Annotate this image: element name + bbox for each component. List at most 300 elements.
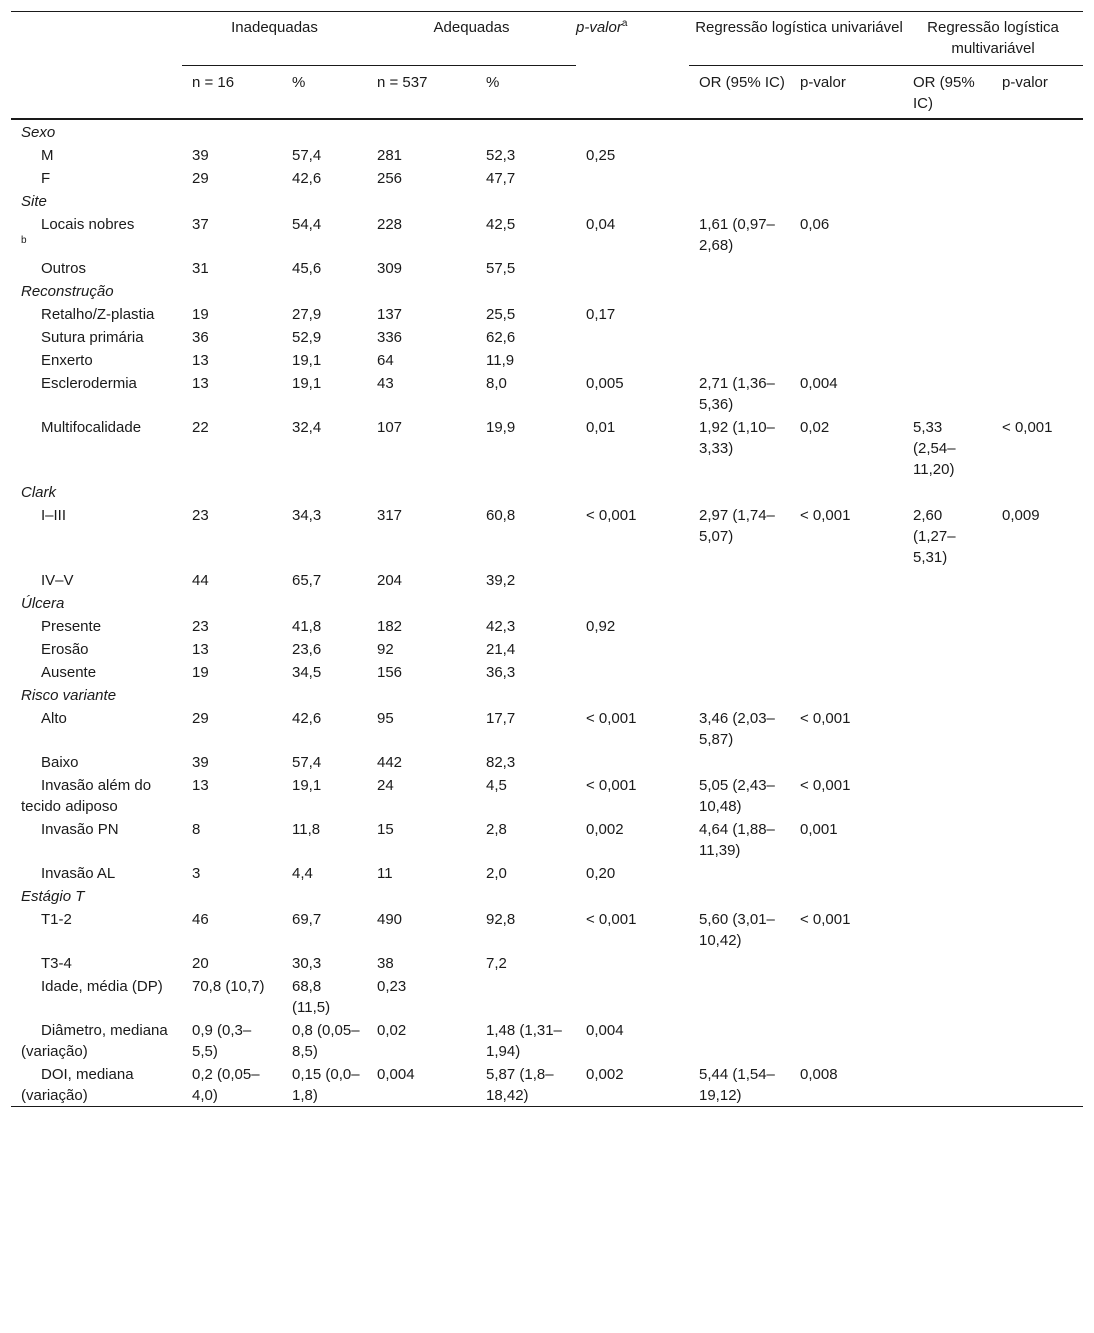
cell-pct-inad: 27,9 [292, 305, 322, 323]
cell-or-univ: 5,44 (1,54–19,12) [689, 1062, 790, 1107]
table-row [11, 568, 1083, 591]
header-n-inad: n = 16 [182, 66, 282, 119]
cell-pct-inad: 32,4 [292, 418, 322, 436]
cell-or-univ: 2,97 (1,74–5,07) [699, 506, 775, 545]
cell-pct-inad: 30,3 [292, 954, 322, 972]
cell-p-multi [992, 371, 1083, 415]
cell-or-multi [903, 907, 992, 951]
cell-p-univ [790, 166, 903, 189]
cell-p-multi [992, 614, 1083, 637]
cell-pct-inad: 57,4 [292, 146, 322, 164]
cell-or-univ: 3,46 (2,03–5,87) [699, 709, 775, 748]
row-label [11, 861, 182, 884]
cell-pct-inad: 68,8 (11,5) [292, 977, 331, 1016]
row-label [11, 773, 182, 817]
row-label [11, 907, 182, 951]
cell-p-univ [790, 861, 903, 884]
table-row [11, 907, 1083, 951]
cell-pct-adeq: 11,9 [486, 351, 515, 369]
cell-p-valor: < 0,001 [586, 910, 637, 928]
cell-n-adeq: 24 [377, 776, 394, 794]
row-label-text: Baixo [41, 753, 79, 771]
cell-pct-adeq: 8,0 [486, 374, 507, 392]
table-row [11, 166, 1083, 189]
cell-pct-inad: 0,15 (0,0–1,8) [282, 1062, 367, 1107]
row-label [11, 660, 182, 683]
row-label [11, 637, 182, 660]
cell-n-adeq: 442 [377, 753, 403, 771]
row-label-text: Invasão AL [41, 864, 116, 882]
cell-or-univ: 5,60 (3,01–10,42) [699, 910, 775, 949]
cell-p-univ [790, 302, 903, 325]
cell-or-univ [689, 143, 790, 166]
cell-pct-adeq: 82,3 [486, 753, 516, 771]
cell-p-valor: 0,002 [576, 1062, 689, 1107]
cell-n-adeq: 228 [377, 215, 403, 233]
row-label [11, 302, 182, 325]
cell-p-univ: 0,008 [790, 1062, 903, 1107]
cell-pct-inad: 19,1 [292, 351, 322, 369]
table-row [11, 302, 1083, 325]
cell-n-adeq: 336 [377, 328, 403, 346]
table-row [11, 951, 1083, 974]
cell-or-multi [903, 660, 992, 683]
cell-n-inad: 19 [192, 305, 209, 323]
footnote-marker: b [21, 234, 27, 246]
table-row [11, 660, 1083, 683]
cell-p-univ [790, 325, 903, 348]
cell-p-univ [790, 143, 903, 166]
header-univariavel: Regressão logística univariável [695, 19, 903, 36]
row-label [11, 348, 182, 371]
cell-p-multi [992, 637, 1083, 660]
cell-n-adeq: 309 [377, 259, 403, 277]
table-row [11, 637, 1083, 660]
cell-pct-inad: 19,1 [292, 374, 322, 392]
data-table [11, 11, 1083, 1107]
category-row [11, 279, 1083, 302]
cell-or-multi [903, 1018, 992, 1062]
cell-or-univ [689, 325, 790, 348]
cell-pct-inad: 11,8 [292, 820, 321, 838]
header-pct-inad: % [282, 66, 367, 119]
cell-n-inad: 23 [192, 506, 209, 524]
cell-n-inad: 39 [192, 146, 209, 164]
cell-or-multi [903, 166, 992, 189]
cell-p-multi [992, 974, 1083, 1018]
cell-or-multi [903, 974, 992, 1018]
header-pct-adeq: % [476, 66, 576, 119]
cell-p-valor: 0,20 [586, 864, 616, 882]
row-label-text: Locais nobres [41, 215, 135, 233]
cell-n-inad: 29 [192, 709, 209, 727]
cell-or-univ: 1,61 (0,97–2,68) [699, 215, 775, 254]
cell-n-inad: 20 [192, 954, 209, 972]
cell-pct-inad: 57,4 [292, 753, 322, 771]
category-label: Site [21, 192, 47, 210]
row-label-text: I–III [41, 506, 67, 524]
cell-p-valor: < 0,001 [586, 506, 637, 524]
cell-or-univ [689, 166, 790, 189]
cell-p-multi [992, 1062, 1083, 1107]
cell-pct-adeq: 52,3 [486, 146, 516, 164]
cell-pct-inad: 65,7 [292, 571, 322, 589]
cell-or-multi [903, 371, 992, 415]
row-label [11, 614, 182, 637]
table-row [11, 1018, 1083, 1062]
cell-p-multi [992, 706, 1083, 750]
cell-or-multi [903, 861, 992, 884]
cell-n-inad: 70,8 (10,7) [192, 977, 265, 995]
cell-n-inad: 8 [192, 820, 201, 838]
cell-p-univ [790, 1018, 903, 1062]
cell-p-multi [992, 1018, 1083, 1062]
cell-pct-adeq: 62,6 [486, 328, 516, 346]
cell-p-valor: 0,01 [586, 418, 616, 436]
cell-pct-adeq: 5,87 (1,8–18,42) [476, 1062, 576, 1107]
cell-p-univ [790, 348, 903, 371]
table-row [11, 143, 1083, 166]
cell-p-univ: < 0,001 [800, 776, 851, 794]
cell-pct-adeq: 19,9 [486, 418, 516, 436]
row-label [11, 1018, 182, 1062]
cell-p-valor [576, 568, 689, 591]
cell-n-inad: 23 [192, 617, 209, 635]
row-label-text: T3-4 [41, 954, 72, 972]
cell-pct-adeq: 92,8 [486, 910, 516, 928]
cell-pct-inad: 0,8 (0,05–8,5) [292, 1021, 360, 1060]
cell-pct-adeq: 47,7 [486, 169, 516, 187]
table-row [11, 750, 1083, 773]
cell-n-inad: 13 [192, 351, 209, 369]
row-label [11, 750, 182, 773]
cell-n-adeq: 0,02 [377, 1021, 407, 1039]
cell-pct-inad: 41,8 [292, 617, 322, 635]
cell-n-adeq: 490 [377, 910, 403, 928]
cell-or-multi [903, 817, 992, 861]
table-body [11, 119, 1083, 1107]
cell-or-multi: 5,33 (2,54–11,20) [913, 418, 956, 478]
cell-n-inad: 44 [192, 571, 209, 589]
cell-pct-adeq: 1,48 (1,31–1,94) [486, 1021, 562, 1060]
cell-n-inad: 22 [192, 418, 209, 436]
cell-pct-inad: 19,1 [292, 776, 322, 794]
cell-pct-adeq: 7,2 [486, 954, 507, 972]
cell-n-inad: 0,2 (0,05–4,0) [182, 1062, 282, 1107]
category-row [11, 884, 1083, 907]
cell-pct-inad: 54,4 [292, 215, 322, 233]
cell-n-adeq: 43 [377, 374, 394, 392]
cell-or-multi [903, 256, 992, 279]
cell-p-univ [790, 974, 903, 1018]
cell-p-valor [576, 256, 689, 279]
cell-or-univ: 5,05 (2,43–10,48) [699, 776, 775, 815]
cell-n-adeq: 95 [377, 709, 394, 727]
cell-p-valor: 0,04 [586, 215, 616, 233]
cell-p-univ: 0,004 [800, 374, 838, 392]
cell-or-multi [903, 706, 992, 750]
cell-p-univ: 0,06 [800, 215, 830, 233]
row-label-text: Outros [41, 259, 87, 277]
cell-pct-adeq: 21,4 [486, 640, 516, 658]
row-label [11, 951, 182, 974]
cell-or-univ: 2,71 (1,36–5,36) [699, 374, 775, 413]
cell-pct-inad: 52,9 [292, 328, 322, 346]
cell-pct-adeq: 36,3 [486, 663, 516, 681]
cell-p-valor [576, 660, 689, 683]
cell-or-univ [689, 568, 790, 591]
table-row [11, 503, 1083, 568]
cell-pct-adeq: 2,8 [486, 820, 507, 838]
cell-p-univ [790, 256, 903, 279]
cell-p-multi: 0,009 [1002, 506, 1040, 524]
cell-p-univ [790, 614, 903, 637]
cell-p-valor: < 0,001 [586, 776, 637, 794]
table-row [11, 861, 1083, 884]
table-row [11, 256, 1083, 279]
cell-pct-inad: 4,4 [292, 864, 313, 882]
cell-or-multi [903, 568, 992, 591]
table-row [11, 706, 1083, 750]
cell-p-univ [790, 660, 903, 683]
cell-or-univ [689, 1018, 790, 1062]
cell-pct-inad: 23,6 [292, 640, 322, 658]
row-label [11, 568, 182, 591]
row-label-text: Diâmetro, mediana (variação) [21, 1021, 168, 1060]
table-row [11, 773, 1083, 817]
cell-or-univ [689, 302, 790, 325]
cell-pct-adeq: 39,2 [486, 571, 516, 589]
cell-n-inad: 13 [192, 374, 209, 392]
category-row [11, 591, 1083, 614]
cell-or-multi [903, 614, 992, 637]
cell-pct-inad: 45,6 [292, 259, 322, 277]
cell-p-valor: 0,002 [586, 820, 624, 838]
category-row [11, 480, 1083, 503]
cell-pct-adeq: 4,5 [486, 776, 507, 794]
cell-n-adeq: 92 [377, 640, 394, 658]
cell-p-valor: 0,92 [586, 617, 616, 635]
cell-p-multi [992, 861, 1083, 884]
row-label-text: Invasão PN [41, 820, 119, 838]
cell-n-inad: 31 [192, 259, 209, 277]
cell-p-multi [992, 166, 1083, 189]
row-label [11, 166, 182, 189]
cell-n-inad: 46 [192, 910, 209, 928]
cell-pct-adeq: 60,8 [486, 506, 516, 524]
cell-p-multi [992, 951, 1083, 974]
cell-n-adeq: 15 [377, 820, 394, 838]
cell-pct-adeq: 25,5 [486, 305, 516, 323]
cell-n-inad: 29 [192, 169, 209, 187]
cell-or-univ: 1,92 (1,10–3,33) [699, 418, 775, 457]
cell-pct-inad: 42,6 [292, 709, 322, 727]
cell-p-valor: 0,17 [586, 305, 616, 323]
header-n-adeq: n = 537 [367, 66, 476, 119]
cell-p-univ: < 0,001 [800, 709, 851, 727]
row-label-text: Sutura primária [41, 328, 144, 346]
table-row [11, 817, 1083, 861]
category-row [11, 119, 1083, 143]
row-label-text: Retalho/Z-plastia [41, 305, 155, 323]
cell-p-multi [992, 817, 1083, 861]
cell-pct-adeq [476, 974, 576, 1018]
row-label-text: Alto [41, 709, 67, 727]
row-label [11, 503, 182, 568]
cell-n-adeq: 11 [377, 864, 393, 882]
row-label-text: IV–V [41, 571, 74, 589]
cell-n-inad: 39 [192, 753, 209, 771]
cell-p-multi [992, 325, 1083, 348]
row-label [11, 415, 182, 480]
cell-n-adeq: 156 [377, 663, 403, 681]
table-row [11, 348, 1083, 371]
category-row [11, 189, 1083, 212]
category-label: Risco variante [21, 686, 117, 704]
cell-or-multi [903, 773, 992, 817]
cell-pct-adeq: 57,5 [486, 259, 516, 277]
table-row [11, 1062, 1083, 1107]
cell-n-adeq: 281 [377, 146, 403, 164]
row-label [11, 817, 182, 861]
cell-p-valor: 0,005 [586, 374, 624, 392]
cell-or-multi [903, 951, 992, 974]
row-label-text: Multifocalidade [41, 418, 142, 436]
cell-p-valor [576, 637, 689, 660]
row-label-text: Esclerodermia [41, 374, 137, 392]
category-label: Sexo [21, 123, 56, 141]
header-adequadas: Adequadas [433, 19, 510, 36]
cell-n-adeq: 182 [377, 617, 403, 635]
cell-n-inad: 37 [192, 215, 209, 233]
row-label-text: Presente [41, 617, 102, 635]
cell-or-univ [689, 660, 790, 683]
cell-p-univ: 0,02 [800, 418, 830, 436]
row-label-text: Enxerto [41, 351, 93, 369]
cell-or-multi: 2,60 (1,27–5,31) [913, 506, 956, 566]
cell-n-inad: 3 [192, 864, 201, 882]
cell-or-univ [689, 951, 790, 974]
cell-or-univ: 4,64 (1,88–11,39) [699, 820, 775, 859]
row-label-text: Invasão além do tecido adiposo [21, 776, 152, 815]
cell-p-multi: < 0,001 [1002, 418, 1053, 436]
row-label-text: DOI, mediana (variação) [21, 1065, 134, 1104]
cell-p-multi [992, 750, 1083, 773]
table-row [11, 371, 1083, 415]
cell-p-univ [790, 637, 903, 660]
cell-pct-inad: 34,5 [292, 663, 322, 681]
cell-n-adeq: 317 [377, 506, 403, 524]
cell-or-multi [903, 750, 992, 773]
cell-or-multi [903, 212, 992, 256]
cell-or-multi [903, 143, 992, 166]
row-label [11, 1062, 182, 1107]
cell-n-inad: 19 [192, 663, 209, 681]
cell-or-multi [903, 302, 992, 325]
cell-p-valor: 0,004 [586, 1021, 624, 1039]
cell-p-multi [992, 773, 1083, 817]
cell-n-inad: 0,9 (0,3–5,5) [192, 1021, 252, 1060]
cell-n-adeq: 107 [377, 418, 403, 436]
cell-p-multi [992, 143, 1083, 166]
cell-or-univ [689, 861, 790, 884]
cell-or-multi [903, 348, 992, 371]
cell-p-univ [790, 951, 903, 974]
category-row [11, 683, 1083, 706]
category-label: Estágio T [21, 887, 85, 905]
table-row [11, 212, 1083, 256]
cell-n-inad: 13 [192, 776, 209, 794]
table-row [11, 614, 1083, 637]
cell-or-univ [689, 256, 790, 279]
cell-pct-adeq: 17,7 [486, 709, 516, 727]
cell-n-inad: 13 [192, 640, 209, 658]
cell-pct-adeq: 2,0 [486, 864, 507, 882]
header-pvalue: p-valor$^a$ [576, 12, 689, 119]
cell-pct-inad: 42,6 [292, 169, 322, 187]
cell-pct-adeq: 42,5 [486, 215, 516, 233]
header-or-univ: OR (95% IC) [689, 66, 790, 119]
cell-pct-inad: 69,7 [292, 910, 322, 928]
table-row [11, 415, 1083, 480]
cell-or-univ [689, 348, 790, 371]
cell-p-valor [576, 750, 689, 773]
row-label [11, 706, 182, 750]
header-p-univ: p-valor [790, 66, 903, 119]
cell-p-multi [992, 907, 1083, 951]
cell-p-univ: 0,001 [800, 820, 838, 838]
row-label-text: T1-2 [41, 910, 72, 928]
cell-n-adeq: 0,004 [367, 1062, 476, 1107]
table-row [11, 974, 1083, 1018]
cell-p-multi [992, 212, 1083, 256]
cell-p-multi [992, 256, 1083, 279]
row-label [11, 143, 182, 166]
cell-p-valor: 0,25 [586, 146, 616, 164]
cell-pct-inad: 34,3 [292, 506, 322, 524]
cell-p-valor [576, 951, 689, 974]
cell-p-multi [992, 348, 1083, 371]
cell-n-adeq: 0,23 [377, 977, 407, 995]
row-label [11, 371, 182, 415]
cell-n-adeq: 38 [377, 954, 394, 972]
header-p-multi: p-valor [992, 66, 1083, 119]
category-label: Úlcera [21, 594, 65, 612]
cell-n-inad: 36 [192, 328, 209, 346]
cell-p-multi [992, 660, 1083, 683]
cell-p-valor [576, 325, 689, 348]
cell-p-valor [576, 348, 689, 371]
cell-n-adeq: 64 [377, 351, 394, 369]
cell-pct-adeq: 42,3 [486, 617, 516, 635]
row-label-text: F [41, 169, 51, 187]
cell-or-univ [689, 750, 790, 773]
row-label-text: M [41, 146, 54, 164]
cell-p-univ: < 0,001 [800, 506, 851, 524]
cell-p-valor [576, 974, 689, 1018]
cell-n-adeq: 256 [377, 169, 403, 187]
cell-p-valor [576, 166, 689, 189]
header-inadequadas: Inadequadas [231, 19, 318, 36]
header-or-multi: OR (95% IC) [903, 66, 992, 119]
row-label [11, 974, 182, 1018]
cell-n-adeq: 137 [377, 305, 403, 323]
row-label-text: Idade, média (DP) [41, 977, 163, 995]
row-label-text: Ausente [41, 663, 97, 681]
header-empty [11, 12, 182, 66]
cell-p-univ [790, 750, 903, 773]
category-label: Reconstrução [21, 282, 114, 300]
